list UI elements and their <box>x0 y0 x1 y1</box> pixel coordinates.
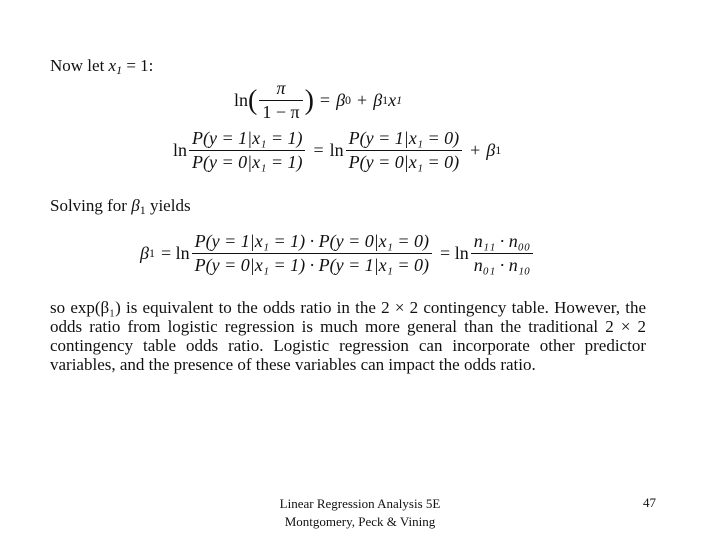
equals-sign: = <box>319 90 331 110</box>
beta-1-sub: 1 <box>148 246 155 260</box>
footer-citation <box>250 495 470 531</box>
page-number: 47 <box>643 495 656 510</box>
paren-close: ) <box>304 84 314 116</box>
fraction-pi <box>259 78 302 123</box>
var-x1-sub: 1 <box>396 93 403 107</box>
fraction-counts <box>471 231 534 276</box>
ln-label: ln <box>234 90 249 110</box>
fraction-probabilities <box>192 231 432 276</box>
var-x: x <box>108 56 117 75</box>
fraction-numerator: π <box>276 78 286 98</box>
fraction-left-denominator: P(y = 0|x₁ = 1) <box>189 150 305 173</box>
solving-suffix: yields <box>145 196 191 215</box>
plus-sign: + <box>470 140 481 160</box>
fraction-denominator: 1 − π <box>259 100 302 123</box>
solving-text: Solving for <box>50 196 132 215</box>
fraction-right <box>346 128 462 173</box>
paren-open: ( <box>248 84 258 116</box>
beta-1-sub: 1 <box>382 93 389 107</box>
equals-ln-2: = ln <box>440 243 469 263</box>
beta-0: β <box>336 90 346 110</box>
beta-1: β <box>486 140 496 160</box>
equals-sign: = <box>313 140 324 160</box>
beta-1-sub: 1 <box>495 143 502 157</box>
beta-sub: 1 <box>139 203 146 217</box>
fraction-right-numerator: P(y = 1|x₁ = 0) <box>348 128 460 148</box>
fraction-counts-numerator: n₁₁ · n₀₀ <box>473 231 531 251</box>
var-x1: x <box>388 90 397 110</box>
now-let-line <box>50 56 153 78</box>
fraction-prob-denominator: P(y = 0|x₁ = 1) · P(y = 1|x₁ = 0) <box>192 253 432 276</box>
footer-line-1: Linear Regression Analysis 5E <box>279 496 441 511</box>
solving-line <box>50 196 191 218</box>
fraction-prob-numerator: P(y = 1|x₁ = 1) · P(y = 0|x₁ = 0) <box>194 231 430 251</box>
fraction-left <box>189 128 305 173</box>
plus-sign: + <box>357 90 368 110</box>
now-let-text: Now let <box>50 56 109 75</box>
fraction-left-numerator: P(y = 1|x₁ = 1) <box>192 128 303 148</box>
ln-left: ln <box>173 140 188 160</box>
equation-logit <box>234 78 402 123</box>
footer-line-2: Montgomery, Peck & Vining <box>284 514 436 529</box>
var-x-sub: 1 <box>116 63 123 77</box>
ln-right: ln <box>329 140 344 160</box>
beta-0-sub: 0 <box>345 93 352 107</box>
beta-1: β <box>373 90 383 110</box>
beta-symbol: β <box>131 196 140 215</box>
equation-odds-compare <box>173 128 501 173</box>
beta-1: β <box>140 243 149 263</box>
equation-beta1 <box>140 231 535 276</box>
fraction-counts-denominator: n₀₁ · n₁₀ <box>471 253 534 276</box>
fraction-right-denominator: P(y = 0|x₁ = 0) <box>346 150 462 173</box>
now-let-suffix: = 1: <box>122 56 154 75</box>
equals-ln-1: = ln <box>160 243 190 263</box>
explanation-paragraph: so exp(β₁) is equivalent to the odds ratio in the 2 × 2 contingency table. However, the odds ratio from logistic regression is much more general than the traditional 2 × 2 contingency table odds ratio. Logistic regression can incorporate other predictor variables, and the presence of these variables can impact the odds ratio. <box>50 298 646 374</box>
